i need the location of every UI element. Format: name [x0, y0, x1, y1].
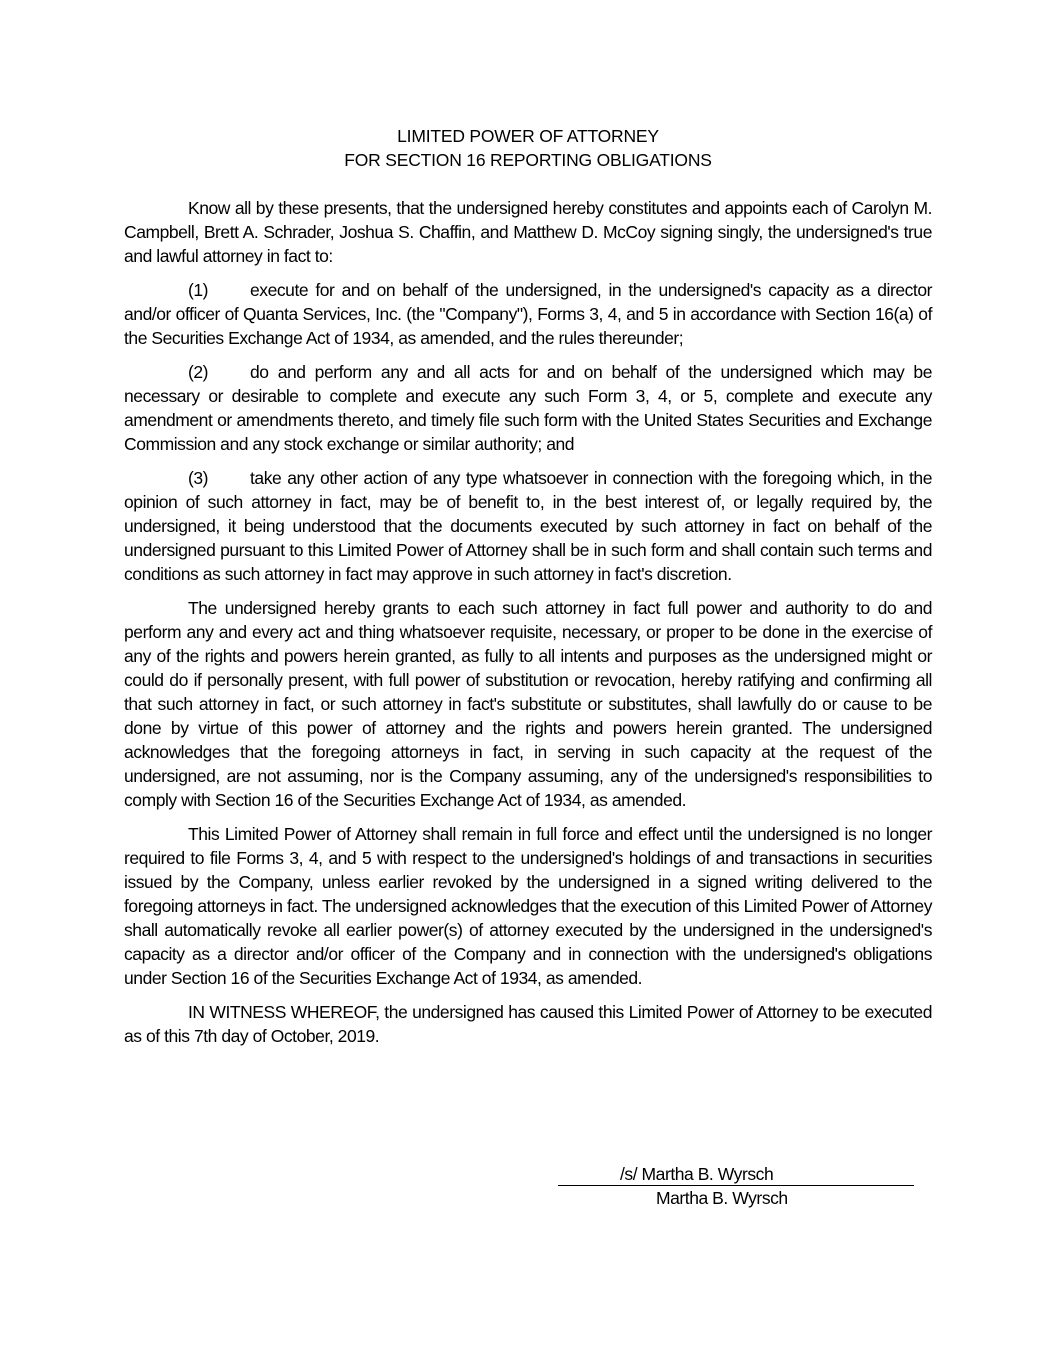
- numbered-item: [124, 360, 932, 456]
- numbered-item: [124, 466, 932, 586]
- signature-block: [558, 1162, 914, 1210]
- item-number: (3): [188, 468, 209, 488]
- witness-paragraph: IN WITNESS WHEREOF, the undersigned has caused this Limited Power of Attorney to be executed as of this 7th day of October, 2019.: [124, 1002, 932, 1046]
- item-text: take any other action of any type whatsoever in connection with the foregoing which, in the opinion of such attorney in fact, may be of benefit to, in the best interest of, or legally required by, the undersigned, it being understood that the documents executed by such attorney in fact on behalf of the undersigned pursuant to this Limited Power of Attorney shall be in such form and shall contain such terms and conditions as such attorney in fact may approve in such attorney in fact's discretion.: [124, 468, 932, 584]
- signature: /s/ Martha B. Wyrsch: [620, 1164, 774, 1184]
- item-text: do and perform any and all acts for and on behalf of the undersigned which may be necessary or desirable to complete and execute any such Form 3, 4, or 5, complete and execute any amendment or amendments thereto, and timely file such form with the United States Securities and Exchange Commission and any stock exchange or similar authority; and: [124, 362, 932, 454]
- numbered-item: [124, 278, 932, 350]
- title-line-2: FOR SECTION 16 REPORTING OBLIGATIONS: [344, 150, 712, 170]
- document-title: [124, 124, 932, 172]
- duration-paragraph: This Limited Power of Attorney shall remain in full force and effect until the undersigned is no longer required to file Forms 3, 4, and 5 with respect to the undersigned's holdings of and transactions in securities issued by the Company, unless earlier revoked by the undersigned in a signed writing delivered to the foregoing attorneys in fact. The undersigned acknowledges that the execution of this Limited Power of Attorney shall automatically revoke all earlier power(s) of attorney executed by the undersigned in the undersigned's capacity as a director and/or officer of the Company and in connection with the undersigned's obligations under Section 16 of the Securities Exchange Act of 1934, as amended.: [124, 824, 932, 988]
- intro-paragraph: Know all by these presents, that the undersigned hereby constitutes and appoints each of Carolyn M. Campbell, Brett A. Schrader, Joshua S. Chaffin, and Matthew D. McCoy signing singly, the undersigned's true and lawful attorney in fact to:: [124, 198, 932, 266]
- item-number: (2): [188, 362, 209, 382]
- signature-line: [558, 1162, 914, 1186]
- title-line-1: LIMITED POWER OF ATTORNEY: [397, 126, 659, 146]
- signer-name: Martha B. Wyrsch: [656, 1188, 788, 1208]
- grant-paragraph: The undersigned hereby grants to each such attorney in fact full power and authority to do and perform any and every act and thing whatsoever requisite, necessary, or proper to be done in the exercise of any of the rights and powers herein granted, as fully to all intents and purposes as the undersigned might or could do if personally present, with full power of substitution or revocation, hereby ratifying and confirming all that such attorney in fact, or such attorney in fact's substitute or substitutes, shall lawfully do or cause to be done by virtue of this power of attorney and the rights and powers herein granted. The undersigned acknowledges that the foregoing attorneys in fact, in serving in such capacity at the request of the undersigned, are not assuming, nor is the Company assuming, any of the undersigned's responsibilities to comply with Section 16 of the Securities Exchange Act of 1934, as amended.: [124, 598, 932, 810]
- item-number: (1): [188, 280, 209, 300]
- document-page: [124, 124, 932, 1208]
- item-text: execute for and on behalf of the undersigned, in the undersigned's capacity as a director and/or officer of Quanta Services, Inc. (the "Company"), Forms 3, 4, and 5 in accordance with Section 16(a) of the Securities Exchange Act of 1934, as amended, and the rules thereunder;: [124, 280, 932, 348]
- document-body: [124, 196, 932, 1048]
